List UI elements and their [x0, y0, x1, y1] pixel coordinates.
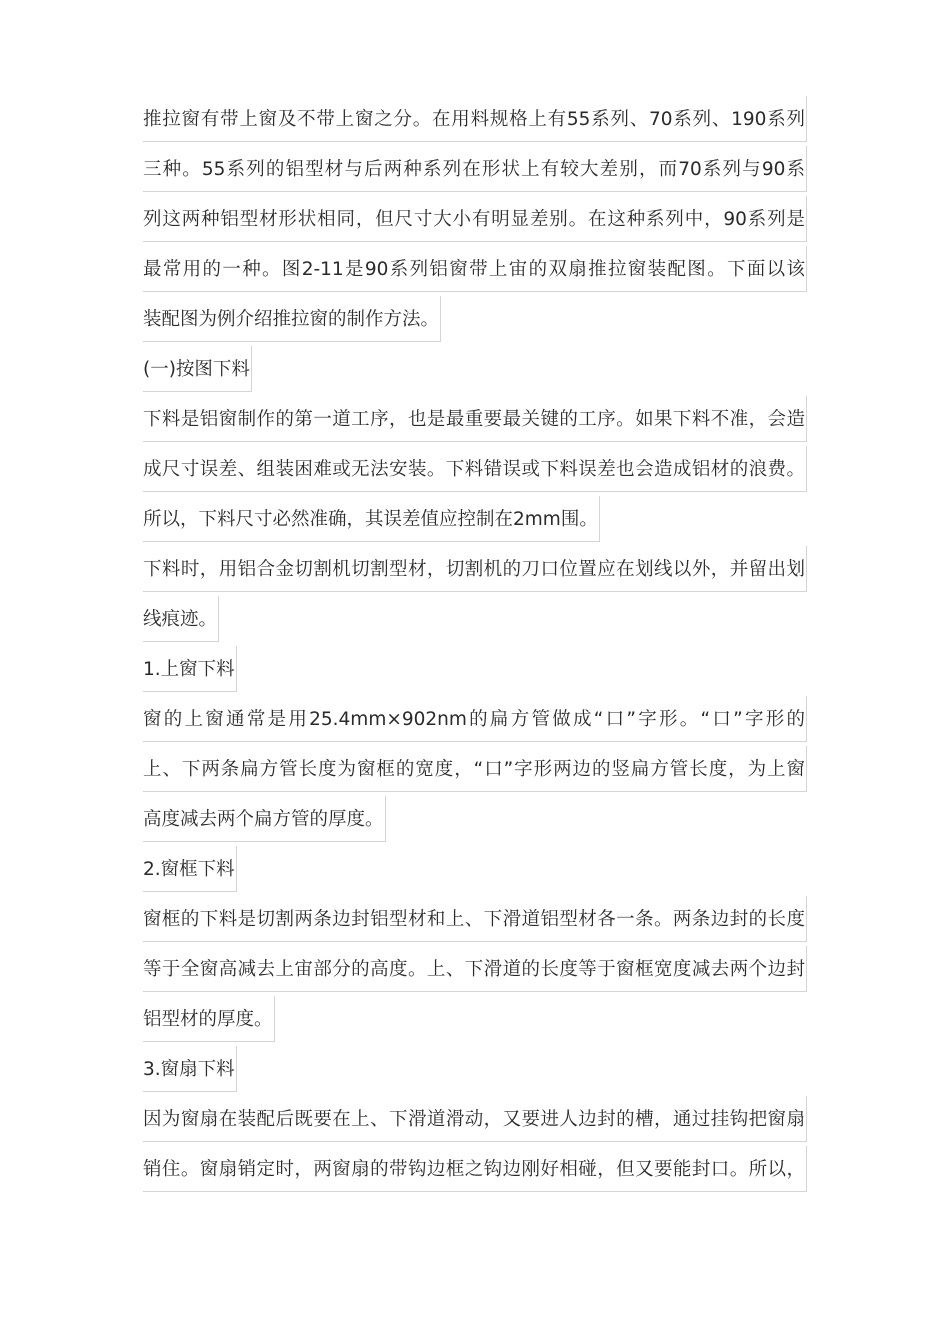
text-line: [143, 746, 823, 796]
line-text: 列这两种铝型材形状相同，但尺寸大小有明显差别。在这种系列中，90系列是: [143, 196, 807, 242]
line-text: 销住。窗扇销定时，两窗扇的带钩边框之钩边刚好相碰，但又要能封口。所以，: [143, 1146, 807, 1192]
document-body: [143, 96, 823, 1196]
text-line: [143, 1096, 823, 1146]
line-text: 所以，下料尺寸必然准确，其误差值应控制在2mm围。: [143, 496, 600, 542]
text-line: [143, 196, 823, 246]
line-text: 铝型材的厚度。: [143, 996, 275, 1042]
line-text: 窗框的下料是切割两条边封铝型材和上、下滑道铝型材各一条。两条边封的长度: [143, 896, 807, 942]
text-line: [143, 446, 823, 496]
text-line: [143, 396, 823, 446]
text-line: [143, 796, 823, 846]
text-line: [143, 946, 823, 996]
text-line: [143, 996, 823, 1046]
line-text: 等于全窗高减去上宙部分的高度。上、下滑道的长度等于窗框宽度减去两个边封: [143, 946, 807, 992]
line-text: 三种。55系列的铝型材与后两种系列在形状上有较大差别，而70系列与90系: [143, 146, 807, 192]
section-heading: [143, 1046, 823, 1096]
line-text: 下料是铝窗制作的第一道工序，也是最重要最关键的工序。如果下料不准，会造: [143, 396, 807, 442]
text-line: [143, 596, 823, 646]
text-line: [143, 546, 823, 596]
text-line: [143, 1146, 823, 1196]
line-text: 下料时，用铝合金切割机切割型材，切割机的刀口位置应在划线以外，并留出划: [143, 546, 807, 592]
text-line: [143, 696, 823, 746]
text-line: [143, 896, 823, 946]
line-text: 高度减去两个扁方管的厚度。: [143, 796, 386, 842]
heading-text: (一)按图下料: [143, 346, 252, 392]
heading-text: 1.上窗下料: [143, 646, 237, 692]
line-text: 因为窗扇在装配后既要在上、下滑道滑动，又要进人边封的槽，通过挂钩把窗扇: [143, 1096, 807, 1142]
line-text: 成尺寸误差、组装困难或无法安装。下料错误或下料误差也会造成铝材的浪费。: [143, 446, 807, 492]
text-line: [143, 146, 823, 196]
text-line: [143, 296, 823, 346]
heading-text: 2.窗框下料: [143, 846, 237, 892]
line-text: 线痕迹。: [143, 596, 219, 642]
line-text: 窗的上窗通常是用25.4mm×902nm的扁方管做成“口”字形。“口”字形的: [143, 696, 807, 742]
section-heading: [143, 346, 823, 396]
section-heading: [143, 646, 823, 696]
line-text: 上、下两条扁方管长度为窗框的宽度，“口”字形两边的竖扁方管长度，为上窗: [143, 746, 807, 792]
section-heading: [143, 846, 823, 896]
text-line: [143, 96, 823, 146]
heading-text: 3.窗扇下料: [143, 1046, 237, 1092]
line-text: 装配图为例介绍推拉窗的制作方法。: [143, 296, 441, 342]
line-text: 最常用的一种。图2-11是90系列铝窗带上宙的双扇推拉窗装配图。下面以该: [143, 246, 807, 292]
line-text: 推拉窗有带上窗及不带上窗之分。在用料规格上有55系列、70系列、190系列: [143, 96, 807, 142]
text-line: [143, 496, 823, 546]
text-line: [143, 246, 823, 296]
